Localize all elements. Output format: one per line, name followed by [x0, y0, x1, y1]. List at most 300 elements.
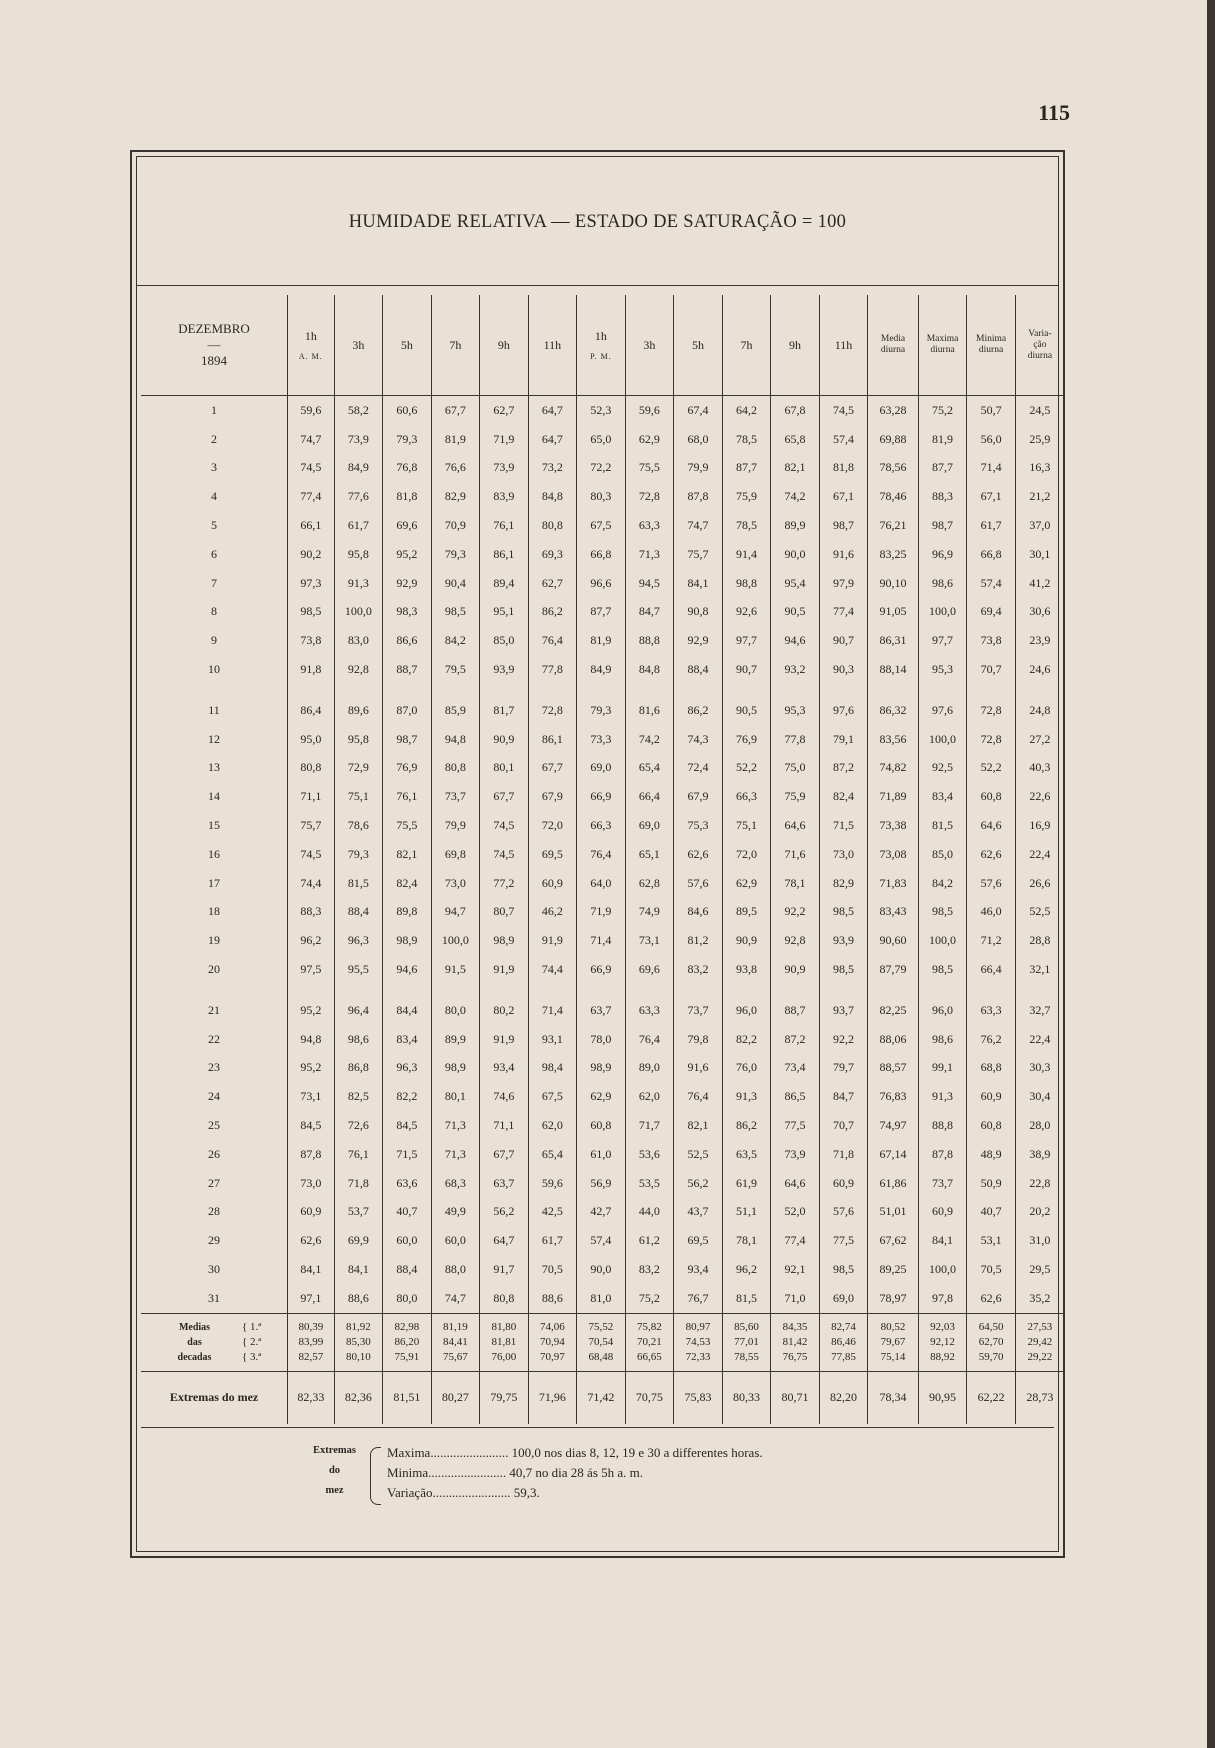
table-cell: 53,6 — [625, 1140, 674, 1169]
table-cell: 66,8 — [577, 540, 626, 569]
header-hour: 1h P. M. — [577, 295, 626, 396]
table-cell: 90,8 — [674, 598, 723, 627]
table-cell: 60,0 — [383, 1226, 432, 1255]
table-cell: 79,3 — [577, 696, 626, 725]
table-cell: 71,1 — [480, 1111, 529, 1140]
table-cell: 90,0 — [771, 540, 820, 569]
table-cell: 93,4 — [674, 1255, 723, 1284]
table-cell: 80,8 — [288, 754, 335, 783]
header-maxima-diurna: Maxima diurna — [918, 295, 967, 396]
table-cell: 71,5 — [819, 811, 868, 840]
table-cell: 94,5 — [625, 569, 674, 598]
table-cell: 60,6 — [383, 396, 432, 425]
table-cell: 75,14 — [868, 1350, 919, 1372]
table-cell: 65,4 — [528, 1140, 577, 1169]
table-cell: 96,3 — [383, 1054, 432, 1083]
table-cell: 82,1 — [383, 840, 432, 869]
table-cell: 76,8 — [383, 454, 432, 483]
table-cell: 44,0 — [625, 1198, 674, 1227]
table-cell: 71,1 — [288, 782, 335, 811]
table-cell: 91,6 — [674, 1054, 723, 1083]
table-cell: 66,1 — [288, 511, 335, 540]
table-cell: 67,7 — [431, 396, 480, 425]
table-cell: 71,3 — [625, 540, 674, 569]
table-cell: 98,3 — [383, 598, 432, 627]
table-cell: 75,52 — [577, 1313, 626, 1335]
day-number: 21 — [208, 1002, 221, 1017]
page-number: 115 — [1038, 100, 1070, 125]
table-cell: 73,0 — [819, 840, 868, 869]
table-cell: 84,4 — [383, 996, 432, 1025]
table-cell: 75,1 — [334, 782, 383, 811]
table-cell: 26,6 — [1015, 869, 1064, 898]
table-cell: 97,1 — [288, 1284, 335, 1313]
table-cell: 88,57 — [868, 1054, 919, 1083]
table-cell: 100,0 — [918, 725, 967, 754]
table-cell: 24,8 — [1015, 696, 1064, 725]
table-cell: 80,2 — [480, 996, 529, 1025]
table-cell: 85,0 — [918, 840, 967, 869]
table-cell: 74,4 — [288, 869, 335, 898]
table-cell: 50,9 — [967, 1169, 1016, 1198]
table-cell: 96,3 — [334, 926, 383, 955]
table-cell: 66,4 — [625, 782, 674, 811]
summary-row-minima: Minima........................ 40,7 no dia 28 ás 5h a. m. — [387, 1465, 644, 1480]
table-cell: 22,6 — [1015, 782, 1064, 811]
table-cell: 38,9 — [1015, 1140, 1064, 1169]
table-cell: 82,25 — [868, 996, 919, 1025]
table-cell: 53,5 — [625, 1169, 674, 1198]
table-cell: 60,9 — [819, 1169, 868, 1198]
table-cell: 84,8 — [625, 655, 674, 684]
day-number: 17 — [208, 875, 221, 890]
table-cell: 60,9 — [288, 1198, 335, 1227]
table-cell: 83,0 — [334, 626, 383, 655]
table-cell: 77,2 — [480, 869, 529, 898]
table-cell: 91,3 — [722, 1082, 771, 1111]
table-cell: 97,7 — [722, 626, 771, 655]
table-cell: 81,8 — [819, 454, 868, 483]
table-cell: 94,8 — [431, 725, 480, 754]
table-cell: 64,6 — [771, 811, 820, 840]
day-number: 6 — [211, 546, 218, 561]
table-frame — [130, 150, 1065, 1558]
table-cell: 57,6 — [674, 869, 723, 898]
table-cell: 79,3 — [431, 540, 480, 569]
table-cell: 61,7 — [967, 511, 1016, 540]
table-cell: 77,8 — [528, 655, 577, 684]
extremes-row — [141, 1371, 1064, 1424]
day-number: 5 — [211, 518, 218, 533]
table-cell: 71,4 — [577, 926, 626, 955]
table-cell: 67,4 — [674, 396, 723, 425]
table-cell: 30,3 — [1015, 1054, 1064, 1083]
table-cell: 62,0 — [528, 1111, 577, 1140]
table-row — [141, 598, 1064, 627]
table-cell: 89,9 — [431, 1025, 480, 1054]
table-cell: 23,9 — [1015, 626, 1064, 655]
table-cell: 76,1 — [480, 511, 529, 540]
table-cell: 64,7 — [528, 396, 577, 425]
table-cell: 74,5 — [288, 840, 335, 869]
table-cell: 65,0 — [577, 425, 626, 454]
table-row — [141, 754, 1064, 783]
table-cell: 75,67 — [431, 1350, 480, 1372]
table-cell: 84,5 — [288, 1111, 335, 1140]
table-cell: 62,9 — [722, 869, 771, 898]
table-cell: 96,2 — [288, 926, 335, 955]
table-row — [141, 840, 1064, 869]
table-cell: 66,8 — [967, 540, 1016, 569]
table-cell: 76,83 — [868, 1082, 919, 1111]
table-cell: 98,7 — [819, 511, 868, 540]
table-cell: 49,9 — [431, 1198, 480, 1227]
day-number: 11 — [208, 702, 220, 717]
table-cell: 88,3 — [918, 482, 967, 511]
table-cell: 75,83 — [674, 1371, 723, 1424]
table-cell: 79,1 — [819, 725, 868, 754]
table-cell: 59,6 — [288, 396, 335, 425]
table-cell: 69,0 — [577, 754, 626, 783]
table-cell: 72,0 — [528, 811, 577, 840]
table-cell: 79,3 — [383, 425, 432, 454]
table-cell: 79,75 — [480, 1371, 529, 1424]
table-cell: 95,0 — [288, 725, 335, 754]
table-cell: 97,3 — [288, 569, 335, 598]
table-cell: 74,5 — [480, 811, 529, 840]
table-cell: 91,4 — [722, 540, 771, 569]
table-cell: 84,9 — [577, 655, 626, 684]
table-cell: 87,2 — [819, 754, 868, 783]
table-cell: 30,1 — [1015, 540, 1064, 569]
table-cell: 67,9 — [674, 782, 723, 811]
summary-row-variacao: Variação........................ 59,3. — [387, 1485, 540, 1500]
table-cell: 88,92 — [918, 1350, 967, 1372]
table-cell: 97,8 — [918, 1284, 967, 1313]
table-cell: 69,88 — [868, 425, 919, 454]
table-row — [141, 1169, 1064, 1198]
table-cell: 29,22 — [1015, 1350, 1064, 1372]
table-cell: 76,75 — [771, 1350, 820, 1372]
table-cell: 28,8 — [1015, 926, 1064, 955]
day-number: 10 — [208, 662, 221, 677]
table-cell: 80,3 — [577, 482, 626, 511]
table-cell: 85,30 — [334, 1335, 383, 1350]
table-cell: 79,5 — [431, 655, 480, 684]
table-cell: 80,8 — [528, 511, 577, 540]
table-cell: 77,8 — [771, 725, 820, 754]
table-cell: 92,6 — [722, 598, 771, 627]
table-cell: 71,3 — [431, 1111, 480, 1140]
table-cell: 92,9 — [383, 569, 432, 598]
table-cell: 95,2 — [288, 996, 335, 1025]
table-cell: 75,7 — [674, 540, 723, 569]
table-cell: 50,7 — [967, 396, 1016, 425]
table-cell: 52,5 — [674, 1140, 723, 1169]
table-cell: 75,91 — [383, 1350, 432, 1372]
table-cell: 78,97 — [868, 1284, 919, 1313]
table-cell: 79,8 — [674, 1025, 723, 1054]
table-cell: 83,9 — [480, 482, 529, 511]
table-cell: 81,8 — [383, 482, 432, 511]
table-cell: 96,2 — [722, 1255, 771, 1284]
table-cell: 88,3 — [288, 898, 335, 927]
table-cell: 81,0 — [577, 1284, 626, 1313]
table-cell: 81,19 — [431, 1313, 480, 1335]
table-cell: 77,4 — [771, 1226, 820, 1255]
table-cell: 69,6 — [383, 511, 432, 540]
table-cell: 78,6 — [334, 811, 383, 840]
table-row — [141, 1025, 1064, 1054]
table-cell: 83,4 — [383, 1025, 432, 1054]
table-cell: 76,9 — [383, 754, 432, 783]
table-cell: 75,0 — [771, 754, 820, 783]
table-cell: 84,1 — [288, 1255, 335, 1284]
table-cell: 53,1 — [967, 1226, 1016, 1255]
table-cell: 82,9 — [819, 869, 868, 898]
table-cell: 90,0 — [577, 1255, 626, 1284]
table-cell: 53,7 — [334, 1198, 383, 1227]
table-cell: 43,7 — [674, 1198, 723, 1227]
table-cell: 73,08 — [868, 840, 919, 869]
day-number: 31 — [208, 1290, 221, 1305]
table-cell: 90,4 — [431, 569, 480, 598]
table-cell: 67,5 — [528, 1082, 577, 1111]
table-cell: 80,10 — [334, 1350, 383, 1372]
table-cell: 92,2 — [771, 898, 820, 927]
table-cell: 86,4 — [288, 696, 335, 725]
decade-mean-label: decadas { 3.ª — [141, 1350, 288, 1372]
table-cell: 71,3 — [431, 1140, 480, 1169]
table-row — [141, 955, 1064, 984]
table-cell: 95,8 — [334, 725, 383, 754]
table-cell: 100,0 — [918, 1255, 967, 1284]
table-cell: 87,8 — [674, 482, 723, 511]
table-cell: 87,79 — [868, 955, 919, 984]
table-cell: 69,5 — [528, 840, 577, 869]
header-hour: 1h A. M. — [288, 295, 335, 396]
table-cell: 73,7 — [674, 996, 723, 1025]
table-cell: 93,2 — [771, 655, 820, 684]
table-cell: 76,1 — [383, 782, 432, 811]
table-cell: 61,9 — [722, 1169, 771, 1198]
title-rule — [137, 285, 1058, 286]
table-cell: 83,56 — [868, 725, 919, 754]
table-cell: 91,7 — [480, 1255, 529, 1284]
table-cell: 69,0 — [819, 1284, 868, 1313]
table-cell: 98,4 — [528, 1054, 577, 1083]
table-cell: 77,85 — [819, 1350, 868, 1372]
table-cell: 79,9 — [674, 454, 723, 483]
table-cell: 30,4 — [1015, 1082, 1064, 1111]
table-cell: 87,7 — [722, 454, 771, 483]
table-cell: 80,0 — [431, 996, 480, 1025]
table-row — [141, 655, 1064, 684]
table-cell: 72,33 — [674, 1350, 723, 1372]
table-cell: 69,0 — [625, 811, 674, 840]
table-cell: 91,9 — [528, 926, 577, 955]
table-cell: 98,8 — [722, 569, 771, 598]
table-cell: 62,6 — [967, 840, 1016, 869]
table-cell: 95,2 — [288, 1054, 335, 1083]
table-cell: 81,2 — [674, 926, 723, 955]
table-cell: 81,6 — [625, 696, 674, 725]
table-cell: 67,7 — [480, 1140, 529, 1169]
day-number: 15 — [208, 818, 221, 833]
table-cell: 20,2 — [1015, 1198, 1064, 1227]
table-cell: 74,7 — [674, 511, 723, 540]
table-cell: 65,1 — [625, 840, 674, 869]
table-cell: 62,0 — [625, 1082, 674, 1111]
table-cell: 63,3 — [625, 511, 674, 540]
table-cell: 62,7 — [480, 396, 529, 425]
table-cell: 70,75 — [625, 1371, 674, 1424]
table-cell: 80,1 — [480, 754, 529, 783]
table-cell: 56,9 — [577, 1169, 626, 1198]
table-cell: 77,01 — [722, 1335, 771, 1350]
table-cell: 86,5 — [771, 1082, 820, 1111]
table-cell: 93,4 — [480, 1054, 529, 1083]
table-cell: 67,9 — [528, 782, 577, 811]
table-cell: 82,33 — [288, 1371, 335, 1424]
table-cell: 66,3 — [577, 811, 626, 840]
table-cell: 78,1 — [722, 1226, 771, 1255]
header-hour: 9h — [480, 295, 529, 396]
table-cell: 72,9 — [334, 754, 383, 783]
table-cell: 90,9 — [480, 725, 529, 754]
table-cell: 57,4 — [577, 1226, 626, 1255]
table-cell: 78,56 — [868, 454, 919, 483]
table-cell: 94,6 — [771, 626, 820, 655]
summary-label-line: do — [328, 1465, 341, 1476]
table-cell: 51,01 — [868, 1198, 919, 1227]
table-cell: 96,0 — [722, 996, 771, 1025]
table-cell: 67,1 — [819, 482, 868, 511]
table-cell: 94,7 — [431, 898, 480, 927]
day-number: 28 — [208, 1204, 221, 1219]
day-number: 26 — [208, 1146, 221, 1161]
table-cell: 82,1 — [771, 454, 820, 483]
summary-brace — [370, 1447, 381, 1505]
table-cell: 86,20 — [383, 1335, 432, 1350]
table-cell: 98,6 — [918, 569, 967, 598]
table-cell: 74,2 — [625, 725, 674, 754]
table-cell: 81,5 — [722, 1284, 771, 1313]
table-cell: 88,4 — [383, 1255, 432, 1284]
table-cell: 83,4 — [918, 782, 967, 811]
table-cell: 75,2 — [625, 1284, 674, 1313]
table-cell: 71,8 — [334, 1169, 383, 1198]
table-cell: 66,9 — [577, 955, 626, 984]
table-row — [141, 725, 1064, 754]
table-cell: 21,2 — [1015, 482, 1064, 511]
table-cell: 82,4 — [383, 869, 432, 898]
table-row — [141, 626, 1064, 655]
decade-mean-label: Medias { 1.ª — [141, 1313, 288, 1335]
table-cell: 75,1 — [722, 811, 771, 840]
table-cell: 93,9 — [480, 655, 529, 684]
table-cell: 73,1 — [625, 926, 674, 955]
table-cell: 62,9 — [625, 425, 674, 454]
table-cell: 91,8 — [288, 655, 335, 684]
decade-mean-row — [141, 1350, 1064, 1372]
summary-label-line: Extremas — [313, 1445, 356, 1456]
table-cell: 72,6 — [334, 1111, 383, 1140]
table-cell: 63,6 — [383, 1169, 432, 1198]
table-cell: 79,9 — [431, 811, 480, 840]
table-cell: 71,89 — [868, 782, 919, 811]
decade-ordinal: 1.ª — [250, 1320, 262, 1333]
table-cell: 80,39 — [288, 1313, 335, 1335]
table-cell: 73,9 — [480, 454, 529, 483]
table-cell: 76,2 — [967, 1025, 1016, 1054]
table-cell: 72,0 — [722, 840, 771, 869]
table-cell: 91,9 — [480, 1025, 529, 1054]
table-cell: 56,0 — [967, 425, 1016, 454]
table-cell: 94,8 — [288, 1025, 335, 1054]
table-cell: 79,67 — [868, 1335, 919, 1350]
header-variacao-diurna: Varia- ção diurna — [1015, 295, 1064, 396]
table-cell: 75,3 — [674, 811, 723, 840]
table-cell: 90,7 — [722, 655, 771, 684]
table-row — [141, 1198, 1064, 1227]
table-cell: 84,6 — [674, 898, 723, 927]
table-cell: 95,3 — [918, 655, 967, 684]
day-number: 23 — [208, 1060, 221, 1075]
table-cell: 97,5 — [288, 955, 335, 984]
table-cell: 71,8 — [819, 1140, 868, 1169]
table-cell: 57,6 — [819, 1198, 868, 1227]
table-cell: 84,9 — [334, 454, 383, 483]
table-row — [141, 1255, 1064, 1284]
table-cell: 86,32 — [868, 696, 919, 725]
table-cell: 64,2 — [722, 396, 771, 425]
table-cell: 98,9 — [577, 1054, 626, 1083]
table-row — [141, 454, 1064, 483]
table-cell: 83,43 — [868, 898, 919, 927]
table-cell: 86,2 — [528, 598, 577, 627]
table-cell: 89,25 — [868, 1255, 919, 1284]
table-cell: 96,9 — [918, 540, 967, 569]
table-cell: 64,6 — [771, 1169, 820, 1198]
table-cell: 73,9 — [771, 1140, 820, 1169]
table-cell: 90,2 — [288, 540, 335, 569]
table-cell: 60,0 — [431, 1226, 480, 1255]
table-cell: 71,42 — [577, 1371, 626, 1424]
day-number: 30 — [208, 1262, 221, 1276]
table-cell: 85,60 — [722, 1313, 771, 1335]
table-cell: 86,46 — [819, 1335, 868, 1350]
header-hour: 11h — [819, 295, 868, 396]
table-cell: 98,9 — [383, 926, 432, 955]
table-cell: 63,5 — [722, 1140, 771, 1169]
table-cell: 69,8 — [431, 840, 480, 869]
table-cell: 78,5 — [722, 511, 771, 540]
table-row — [141, 540, 1064, 569]
table-row — [141, 1140, 1064, 1169]
table-cell: 78,1 — [771, 869, 820, 898]
table-cell: 98,5 — [918, 898, 967, 927]
day-number: 16 — [208, 846, 221, 861]
table-cell: 83,25 — [868, 540, 919, 569]
table-cell: 84,2 — [918, 869, 967, 898]
table-cell: 80,8 — [431, 754, 480, 783]
table-cell: 37,0 — [1015, 511, 1064, 540]
table-cell: 95,2 — [383, 540, 432, 569]
table-cell: 92,2 — [819, 1025, 868, 1054]
month-label: DEZEMBRO — [178, 321, 250, 336]
table-cell: 78,34 — [868, 1371, 919, 1424]
